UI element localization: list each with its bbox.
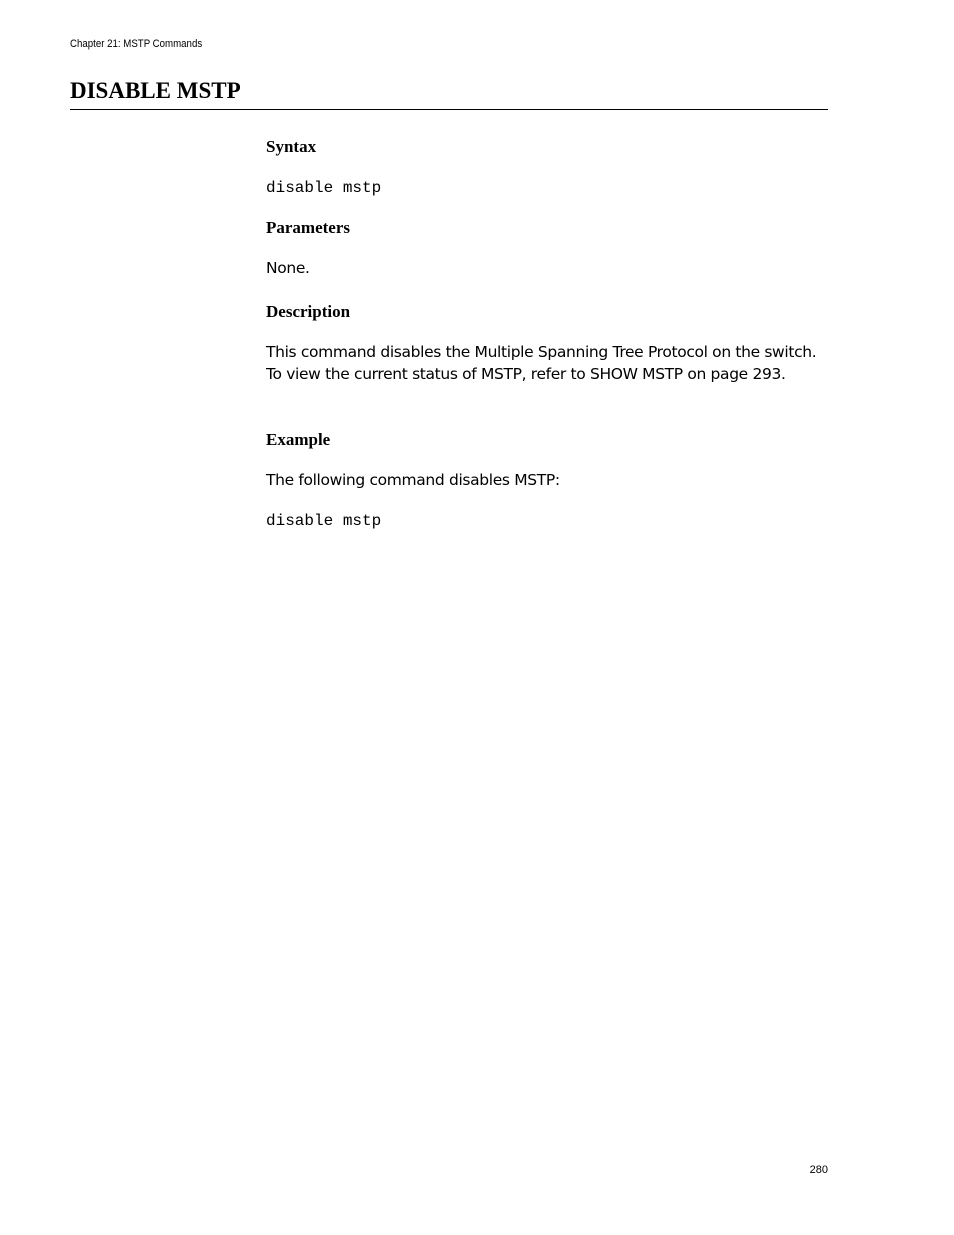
parameters-heading: Parameters xyxy=(266,218,351,237)
running-header: Chapter 21: MSTP Commands xyxy=(70,38,203,50)
example-text: The following command disables MSTP: xyxy=(266,471,560,489)
description-heading: Description xyxy=(266,302,351,321)
example-code: disable mstp xyxy=(266,512,382,530)
title-rule xyxy=(70,109,828,110)
syntax-code: disable mstp xyxy=(266,179,382,197)
page-number: 280 xyxy=(809,1164,828,1176)
description-text: This command disables the Multiple Spanning Tree Protocol on the switch. To view the current status of MSTP, refer to SHOW MSTP on page 293. xyxy=(266,343,817,383)
parameters-text: None. xyxy=(266,259,310,277)
example-heading: Example xyxy=(266,430,331,449)
page-title: DISABLE MSTP xyxy=(70,78,241,103)
syntax-heading: Syntax xyxy=(266,137,317,156)
